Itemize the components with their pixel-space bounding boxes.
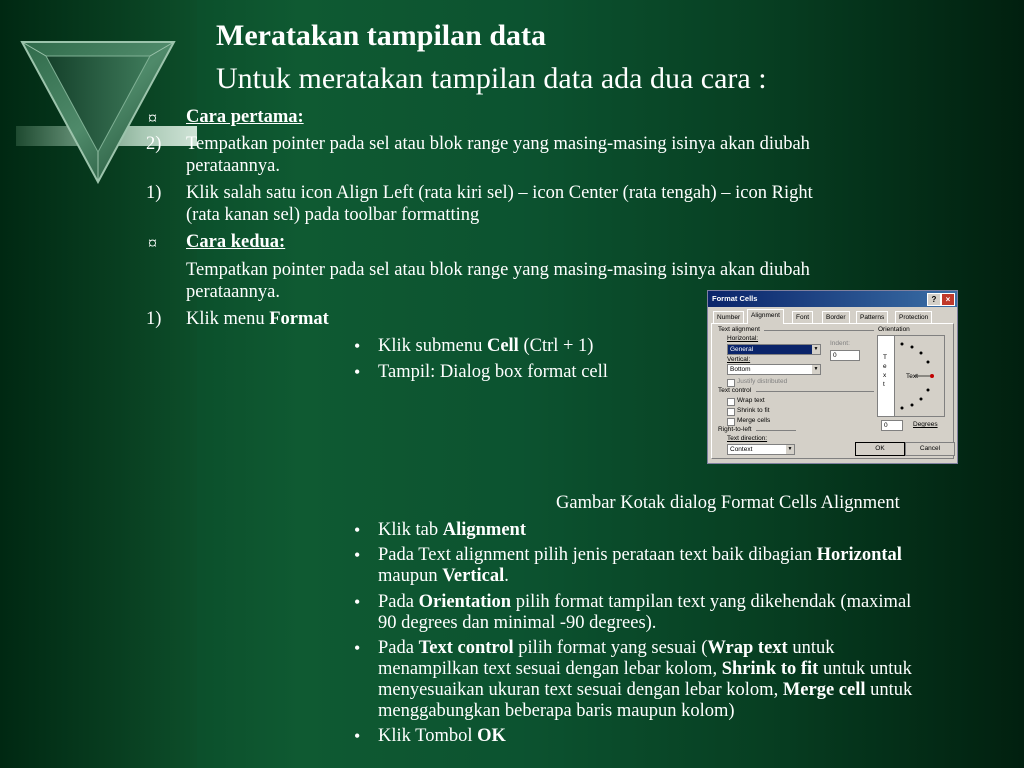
section1-heading: Cara pertama: (186, 107, 304, 127)
bullet-text-alignment-line1: Pada Text alignment pilih jenis perataan text baik dibagian Horizontal (378, 545, 902, 565)
format-cells-dialog (707, 290, 958, 464)
orientation-label: Orientation (878, 326, 910, 333)
orientation-dial-icon[interactable] (896, 338, 942, 414)
section2-bullet-icon: ¤ (148, 233, 157, 253)
section2-item1: Klik menu Format (186, 309, 329, 329)
text-control-label: Text control (718, 387, 752, 394)
bullet-ok: Klik Tombol OK (378, 726, 506, 746)
tab-patterns[interactable]: Patterns (856, 311, 888, 323)
section1-item1-number: 1) (146, 183, 162, 203)
close-button[interactable]: × (941, 293, 955, 306)
wrap-text-checkbox[interactable] (727, 398, 735, 406)
chevron-down-icon: ▼ (813, 346, 819, 352)
bullet-dot: • (354, 592, 361, 612)
bullet-orientation-line2: 90 degrees dan minimal -90 degrees). (378, 613, 657, 633)
section2-para-line1: Tempatkan pointer pada sel atau blok range yang masing-masing isinya akan diubah (186, 260, 810, 280)
bullet-text-control-line2: menampilkan text sesuai dengan lebar kolom, Shrink to fit untuk untuk (378, 659, 912, 679)
vertical-text-char: x (883, 372, 887, 379)
tab-protection[interactable]: Protection (895, 311, 932, 323)
tab-border[interactable]: Border (822, 311, 850, 323)
bullet-text-alignment-line2: maupun Vertical. (378, 566, 509, 586)
shrink-to-fit-label: Shrink to fit (737, 407, 770, 414)
cancel-button[interactable]: Cancel (905, 442, 955, 456)
text-direction-select[interactable]: Context ▼ (727, 444, 795, 455)
help-button[interactable]: ? (927, 293, 941, 306)
vertical-text-char: e (883, 363, 887, 370)
indent-input[interactable]: 0 (830, 350, 860, 361)
bullet-text-control-line1: Pada Text control pilih format yang sesuai (Wrap text untuk (378, 638, 835, 658)
tab-alignment[interactable]: Alignment (747, 309, 784, 324)
bullet-dot: • (354, 545, 361, 565)
section1-item1-line2: (rata kanan sel) pada toolbar formatting (186, 205, 480, 225)
section2-item1-number: 1) (146, 309, 162, 329)
section2-para-line2: perataannya. (186, 282, 280, 302)
orientation-text: Text (906, 373, 918, 380)
chevron-down-icon: ▼ (787, 446, 793, 452)
bullet-dot: • (354, 336, 361, 356)
chevron-down-icon: ▼ (813, 366, 819, 372)
slide-title: Meratakan tampilan data (216, 19, 546, 52)
degrees-label: Degrees (913, 421, 938, 428)
section1-item2-line2: perataannya. (186, 156, 280, 176)
horizontal-select[interactable]: General ▼ (727, 344, 821, 355)
vertical-text-char: t (883, 381, 885, 388)
text-direction-label: Text direction: (727, 435, 768, 442)
tab-number[interactable]: Number (713, 311, 744, 323)
wrap-text-label: Wrap text (737, 397, 765, 404)
bullet-dialog: Tampil: Dialog box format cell (378, 362, 608, 382)
shrink-to-fit-checkbox[interactable] (727, 408, 735, 416)
dialog-caption: Gambar Kotak dialog Format Cells Alignment (556, 493, 900, 513)
bullet-dot: • (354, 638, 361, 658)
group-divider (756, 391, 874, 392)
group-divider (764, 330, 874, 331)
bullet-dot: • (354, 362, 361, 382)
section1-item2-number: 2) (146, 134, 162, 154)
slide-subtitle: Untuk meratakan tampilan data ada dua cara : (216, 62, 767, 95)
bullet-alignment: Klik tab Alignment (378, 520, 526, 540)
bullet-orientation-line1: Pada Orientation pilih format tampilan text yang dikehendak (maximal (378, 592, 912, 612)
indent-label: Indent: (830, 340, 850, 347)
orientation-box (877, 335, 945, 417)
bullet-cell: Klik submenu Cell (Ctrl + 1) (378, 336, 594, 356)
section1-item2-line1: Tempatkan pointer pada sel atau blok range yang masing-masing isinya akan diubah (186, 134, 810, 154)
section2-heading: Cara kedua: (186, 232, 286, 252)
section1-bullet-icon: ¤ (148, 108, 157, 128)
tab-font[interactable]: Font (792, 311, 813, 323)
horizontal-label: Horizontal: (727, 335, 759, 342)
dialog-title: Format Cells (712, 294, 758, 303)
justify-label: Justify distributed (737, 378, 788, 385)
section1-item1-line1: Klik salah satu icon Align Left (rata kiri sel) – icon Center (rata tengah) – icon Right (186, 183, 813, 203)
bullet-dot: • (354, 726, 361, 746)
bullet-text-control-line4: menggabungkan beberapa baris maupun kolom) (378, 701, 735, 721)
vertical-text-char: T (883, 354, 887, 361)
dialog-titlebar (708, 291, 957, 307)
rtl-label: Right-to-left (718, 426, 752, 433)
text-alignment-label: Text alignment (718, 326, 760, 333)
ok-button[interactable]: OK (855, 442, 905, 456)
alignment-panel (711, 323, 954, 459)
vertical-text-box[interactable] (878, 336, 895, 416)
vertical-select[interactable]: Bottom ▼ (727, 364, 821, 375)
justify-checkbox[interactable] (727, 379, 735, 387)
merge-cells-checkbox[interactable] (727, 418, 735, 426)
degrees-input[interactable]: 0 (881, 420, 903, 431)
vertical-label: Vertical: (727, 356, 751, 363)
bullet-text-control-line3: menyesuaikan ukuran text sesuai dengan lebar kolom, Merge cell untuk (378, 680, 913, 700)
merge-cells-label: Merge cells (737, 417, 771, 424)
bullet-dot: • (354, 520, 361, 540)
group-divider (756, 430, 796, 431)
